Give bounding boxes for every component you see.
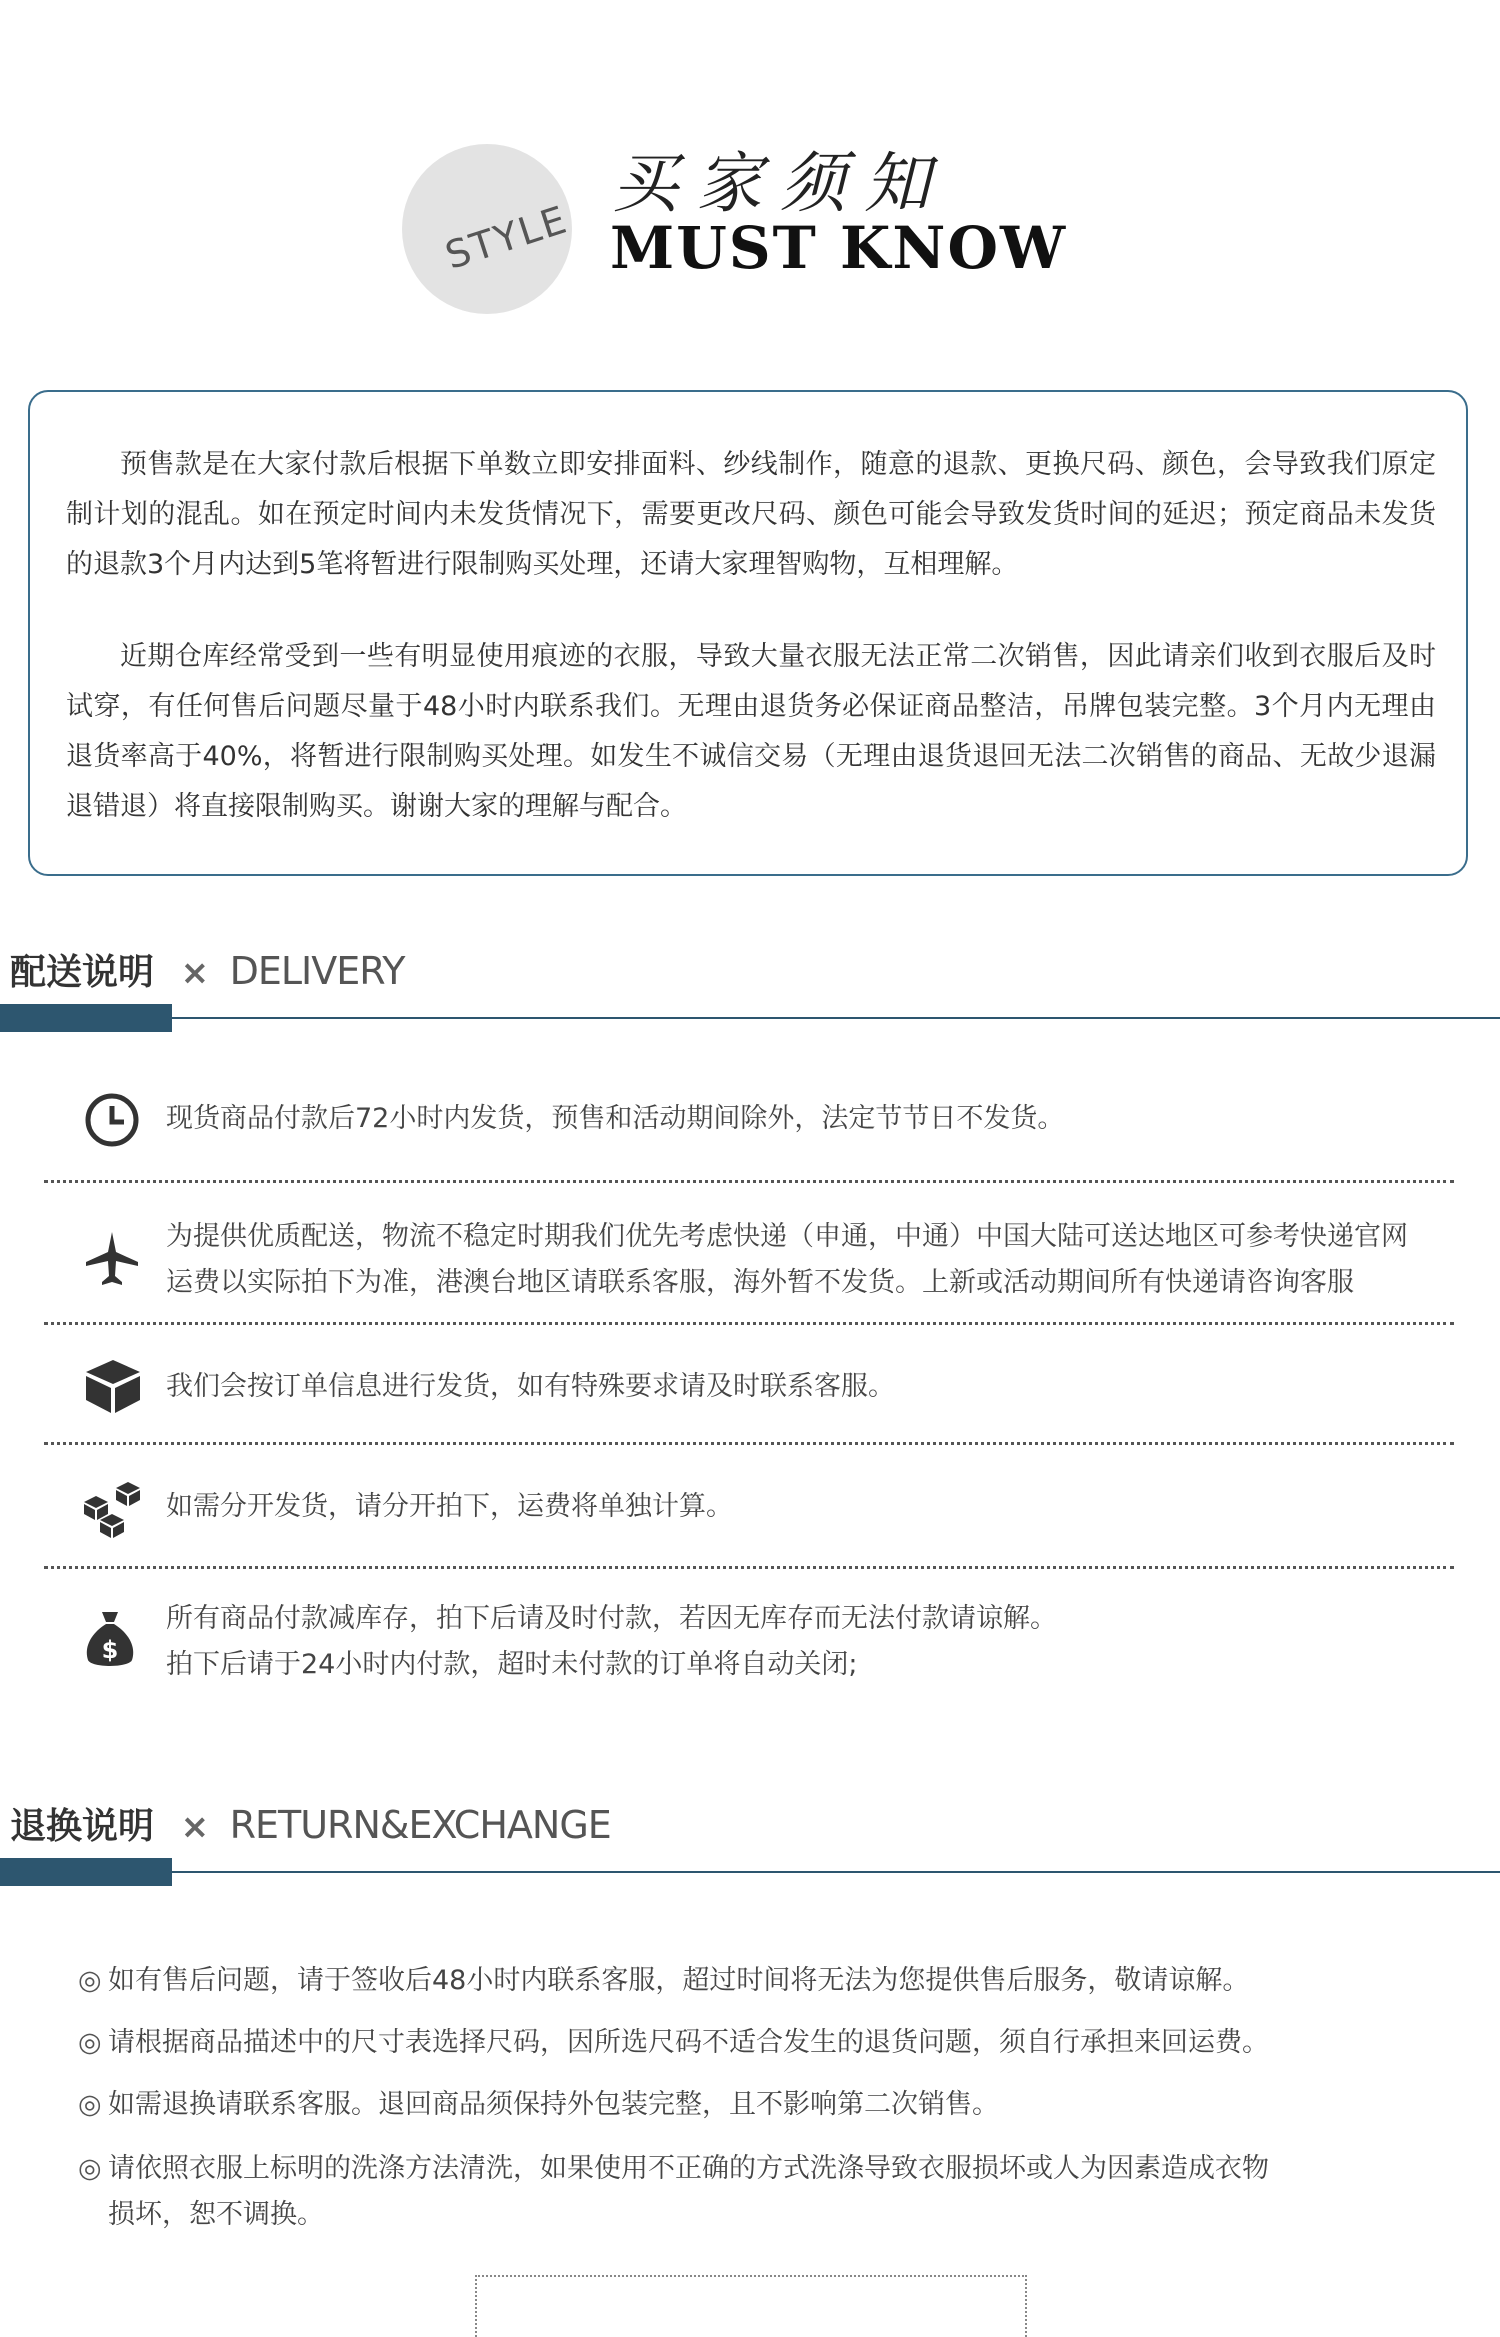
delivery-section-header (10, 944, 404, 995)
delivery-separator: × (180, 953, 210, 993)
return-separator: × (180, 1807, 210, 1847)
dotted-divider (44, 1566, 1454, 1569)
return-item-continuation: 损坏，恕不调换。 (108, 2199, 324, 2230)
box-icon (82, 1356, 144, 1416)
return-item-text: 请依照衣服上标明的洗涤方法清洗，如果使用不正确的方式洗涤导致衣服损坏或人为因素造成衣物 (108, 2153, 1269, 2184)
return-item (78, 1958, 1378, 2004)
delivery-row-split-shipping (166, 1484, 1456, 1530)
delivery-row-line: 运费以实际拍下为准，港澳台地区请联系客服，海外暂不发货。上新或活动期间所有快递请咨询客服 (166, 1267, 1354, 1298)
delivery-header-line (172, 1017, 1500, 1019)
clock-icon (82, 1090, 142, 1150)
bullet-icon: ◎ (78, 2153, 102, 2184)
return-title-cn: 退换说明 (10, 1806, 155, 1847)
return-item-text: 请根据商品描述中的尺寸表选择尺码，因所选尺码不适合发生的退货问题，须自行承担来回运费。 (108, 2027, 1269, 2058)
delivery-row-payment (166, 1596, 1456, 1688)
delivery-row-line: 我们会按订单信息进行发货，如有特殊要求请及时联系客服。 (166, 1371, 895, 1402)
airplane-icon (82, 1228, 142, 1288)
return-header-bar (0, 1858, 172, 1886)
notice-paragraph-presale: 预售款是在大家付款后根据下单数立即安排面料、纱线制作，随意的退款、更换尺码、颜色，会导致我们原定制计划的混乱。如在预定时间内未发货情况下，需要更改尺码、颜色可能会导致发货时间的延迟；预定商品未发货的退款3个月内达到5笔将暂进行限制购买处理，还请大家理智购物，互相理解。 (66, 449, 1436, 580)
return-item (78, 2146, 1378, 2238)
delivery-row-line: 为提供优质配送，物流不稳定时期我们优先考虑快递（申通，中通）中国大陆可送达地区可参考快递官网 (166, 1221, 1408, 1252)
delivery-title-cn: 配送说明 (10, 952, 155, 993)
title-cn: 买家须知 (612, 145, 948, 222)
bullet-icon: ◎ (78, 2089, 102, 2120)
return-title-en: RETURN&EXCHANGE (229, 1803, 611, 1847)
bullet-icon: ◎ (78, 2027, 102, 2058)
delivery-row-line: 拍下后请于24小时内付款，超时未付款的订单将自动关闭; (166, 1649, 858, 1680)
delivery-title-en: DELIVERY (229, 949, 405, 993)
dotted-divider (44, 1180, 1454, 1183)
delivery-row-line: 所有商品付款减库存，拍下后请及时付款，若因无库存而无法付款请谅解。 (166, 1603, 1057, 1634)
delivery-row-line: 如需分开发货，请分开拍下，运费将单独计算。 (166, 1491, 733, 1522)
delivery-row-courier (166, 1214, 1456, 1306)
dotted-divider (44, 1322, 1454, 1325)
return-section-header (10, 1798, 611, 1849)
delivery-row-line: 现货商品付款后72小时内发货，预售和活动期间除外，法定节节日不发货。 (166, 1103, 1065, 1134)
return-header-line (172, 1871, 1500, 1873)
return-item-text: 如有售后问题，请于签收后48小时内联系客服，超过时间将无法为您提供售后服务，敬请谅解。 (108, 1965, 1250, 1996)
boxes-icon (82, 1478, 146, 1538)
bullet-icon: ◎ (78, 1965, 102, 1996)
delivery-row-order-info (166, 1364, 1456, 1410)
svg-text:$: $ (101, 1636, 119, 1664)
money-bag-icon (82, 1608, 138, 1672)
style-label: STYLE (440, 197, 574, 278)
dashed-frame (475, 2275, 1027, 2337)
return-item (78, 2020, 1378, 2066)
return-item-text: 如需退换请联系客服。退回商品须保持外包装完整，且不影响第二次销售。 (108, 2089, 999, 2120)
delivery-row-shipping-time (166, 1096, 1456, 1142)
return-item (78, 2082, 1378, 2128)
title-en: MUST KNOW (610, 214, 1068, 282)
dotted-divider (44, 1442, 1454, 1445)
delivery-header-bar (0, 1004, 172, 1032)
notice-paragraph-returns: 近期仓库经常受到一些有明显使用痕迹的衣服，导致大量衣服无法正常二次销售，因此请亲们收到衣服后及时试穿，有任何售后问题尽量于48小时内联系我们。无理由退货务必保证商品整洁，吊牌包装完整。3个月内无理由退货率高于40%，将暂进行限制购买处理。如发生不诚信交易（无理由退货退回无法二次销售的商品、无故少退漏退错退）将直接限制购买。谢谢大家的理解与配合。 (66, 641, 1436, 822)
